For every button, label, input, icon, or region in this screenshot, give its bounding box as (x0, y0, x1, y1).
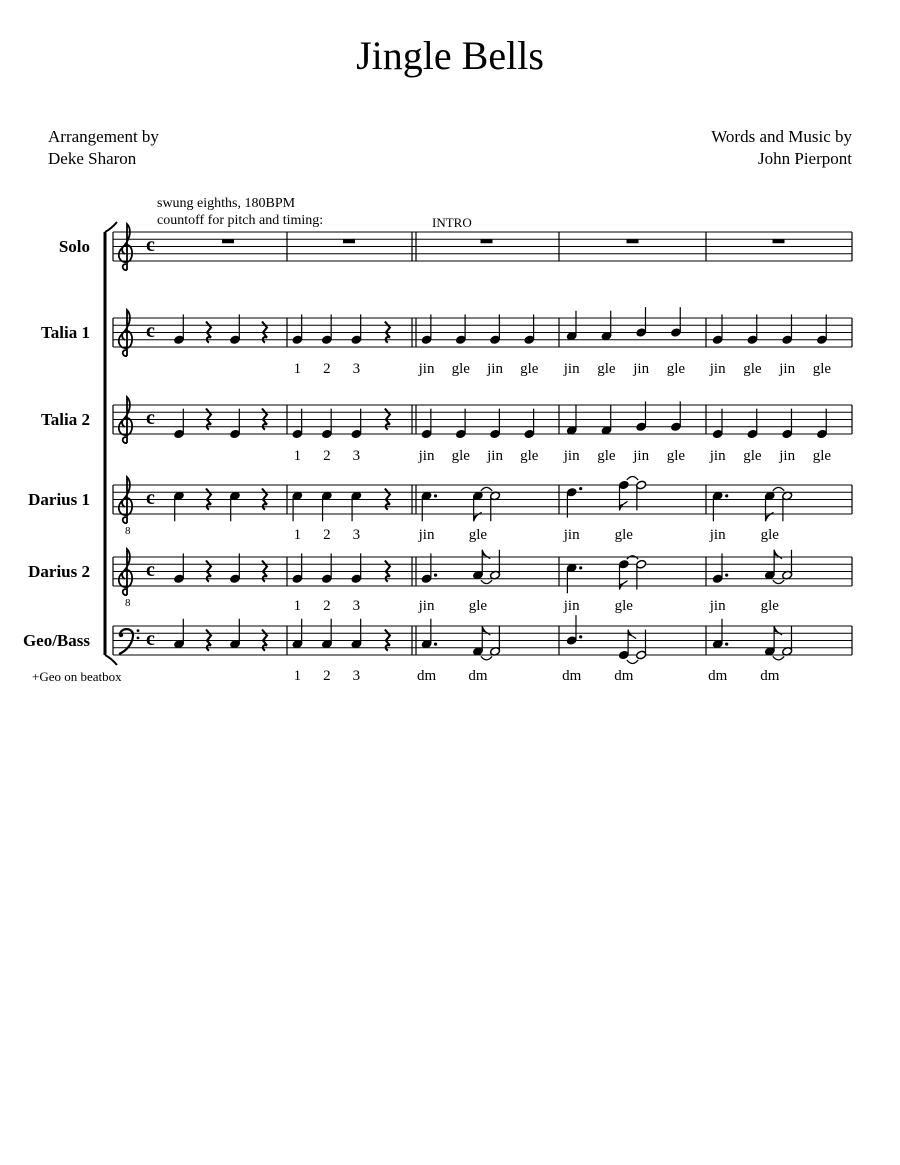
augmentation-dot (434, 574, 437, 577)
bass-clef-dot (137, 636, 140, 639)
lyric-syllable: jin (709, 527, 726, 543)
lyric-syllable: jin (487, 448, 503, 464)
lyric-syllable: jin (779, 448, 796, 464)
lyric-syllable: dm (760, 668, 780, 684)
common-time-icon: c (146, 320, 155, 343)
treble-clef-icon (119, 224, 132, 270)
lyric-syllable: 1 (293, 668, 302, 684)
tie (481, 580, 492, 584)
treble-clef-icon (119, 310, 132, 356)
staff-talia-2 (113, 397, 852, 443)
staff-solo (113, 224, 852, 270)
tempo-instruction: swung eighths, 180BPM (157, 196, 296, 211)
lyric-syllable: jin (709, 361, 726, 377)
tie (773, 656, 784, 660)
arranger-label: Arrangement by (48, 127, 159, 146)
staff-talia-1 (113, 307, 852, 356)
composer-name: John Pierpont (758, 149, 852, 168)
staff-label: Talia 1 (41, 322, 90, 342)
octave-mark: 8 (125, 525, 131, 537)
augmentation-dot (725, 643, 728, 646)
treble-clef-icon (119, 549, 132, 595)
lyric-syllable: jin (418, 448, 435, 464)
lyric-syllable: gle (614, 527, 633, 543)
lyric-syllable: gle (451, 448, 470, 464)
lyric-syllable: jin (633, 448, 650, 464)
countoff-instruction: countoff for pitch and timing: (157, 213, 324, 228)
staff-darius-2 (113, 549, 852, 609)
lyric-syllable: gle (760, 598, 779, 614)
eighth-flag (628, 630, 636, 639)
lyric-syllable: jin (709, 448, 726, 464)
lyric-syllable: jin (563, 598, 580, 614)
page-title: Jingle Bells (356, 33, 544, 78)
lyric-syllable: 1 (293, 448, 302, 464)
lyric-syllable: 1 (293, 598, 302, 614)
augmentation-dot (579, 635, 582, 638)
tie (481, 656, 492, 660)
lyric-syllable: gle (468, 598, 488, 614)
lyric-syllable: 2 (323, 527, 331, 543)
lyric-syllable: jin (487, 361, 503, 377)
lyric-syllable: gle (812, 361, 832, 377)
arranger-name: Deke Sharon (48, 149, 137, 168)
lyric-syllable: gle (451, 361, 470, 377)
lyric-syllable: jin (418, 598, 435, 614)
lyric-syllable: 3 (352, 668, 361, 684)
augmentation-dot (434, 643, 437, 646)
beatbox-note: +Geo on beatbox (32, 669, 122, 684)
common-time-icon: c (146, 628, 155, 651)
lyric-syllable: jin (709, 598, 726, 614)
tie (627, 660, 638, 664)
lyric-syllable: 3 (352, 598, 361, 614)
staff-label: Solo (58, 236, 90, 256)
section-label: INTRO (432, 215, 472, 230)
lyric-syllable: dm (468, 668, 488, 684)
eighth-flag (620, 581, 628, 590)
staff-darius-1 (113, 477, 852, 538)
staff-label: Darius 2 (28, 561, 90, 581)
lyric-syllable: gle (597, 448, 616, 464)
eighth-flag (620, 501, 628, 510)
augmentation-dot (579, 487, 582, 490)
octave-mark: 8 (125, 597, 131, 609)
common-time-icon: c (146, 234, 155, 257)
treble-clef-icon (119, 477, 132, 523)
common-time-icon: c (146, 559, 155, 582)
lyric-syllable: jin (563, 527, 580, 543)
lyric-syllable: jin (563, 448, 580, 464)
tie (773, 580, 784, 584)
augmentation-dot (725, 574, 728, 577)
lyric-syllable: gle (760, 527, 779, 543)
lyric-syllable: dm (708, 668, 728, 684)
lyric-syllable: 3 (352, 527, 361, 543)
lyric-syllable: gle (743, 361, 762, 377)
tie (627, 477, 638, 481)
lyric-syllable: gle (597, 361, 616, 377)
lyric-syllable: dm (562, 668, 582, 684)
treble-clef-icon (119, 397, 132, 443)
whole-rest (627, 239, 639, 243)
staff-label: Darius 1 (28, 489, 90, 509)
bracket-top-hook (105, 222, 117, 232)
lyric-syllable: 3 (352, 448, 361, 464)
lyric-syllable: gle (743, 448, 762, 464)
tie (481, 487, 492, 491)
staff-geo-bass (113, 615, 852, 663)
lyric-syllable: 2 (323, 668, 331, 684)
lyric-syllable: jin (563, 361, 580, 377)
lyric-syllable: gle (520, 448, 539, 464)
lyric-syllable: jin (779, 361, 796, 377)
lyric-syllable: 1 (293, 527, 302, 543)
common-time-icon: c (146, 407, 155, 430)
tie (773, 487, 784, 491)
staff-label: Geo/Bass (22, 630, 90, 650)
lyric-syllable: 2 (323, 448, 331, 464)
lyric-syllable: gle (666, 448, 686, 464)
lyric-syllable: gle (468, 527, 488, 543)
whole-rest (481, 239, 493, 243)
whole-rest (773, 239, 785, 243)
staff-label: Talia 2 (41, 409, 90, 429)
lyric-syllable: 3 (352, 361, 361, 377)
lyric-syllable: dm (614, 668, 634, 684)
bass-clef-dot (137, 629, 140, 632)
lyric-syllable: jin (418, 361, 435, 377)
augmentation-dot (579, 566, 582, 569)
lyric-syllable: jin (633, 361, 650, 377)
whole-rest (222, 239, 234, 243)
common-time-icon: c (146, 487, 155, 510)
bass-clef-dot (119, 633, 123, 637)
composer-label: Words and Music by (711, 127, 852, 146)
augmentation-dot (725, 494, 728, 497)
augmentation-dot (434, 494, 437, 497)
bracket-bottom-hook (105, 655, 117, 665)
lyric-syllable: gle (812, 448, 832, 464)
lyric-syllable: 2 (323, 361, 331, 377)
lyric-syllable: dm (416, 668, 437, 684)
lyric-syllable: jin (418, 527, 435, 543)
lyric-syllable: 1 (293, 361, 302, 377)
lyric-syllable: gle (614, 598, 633, 614)
lyric-syllable: 2 (323, 598, 331, 614)
lyric-syllable: gle (520, 361, 539, 377)
lyric-syllable: gle (666, 361, 686, 377)
whole-rest (343, 239, 355, 243)
